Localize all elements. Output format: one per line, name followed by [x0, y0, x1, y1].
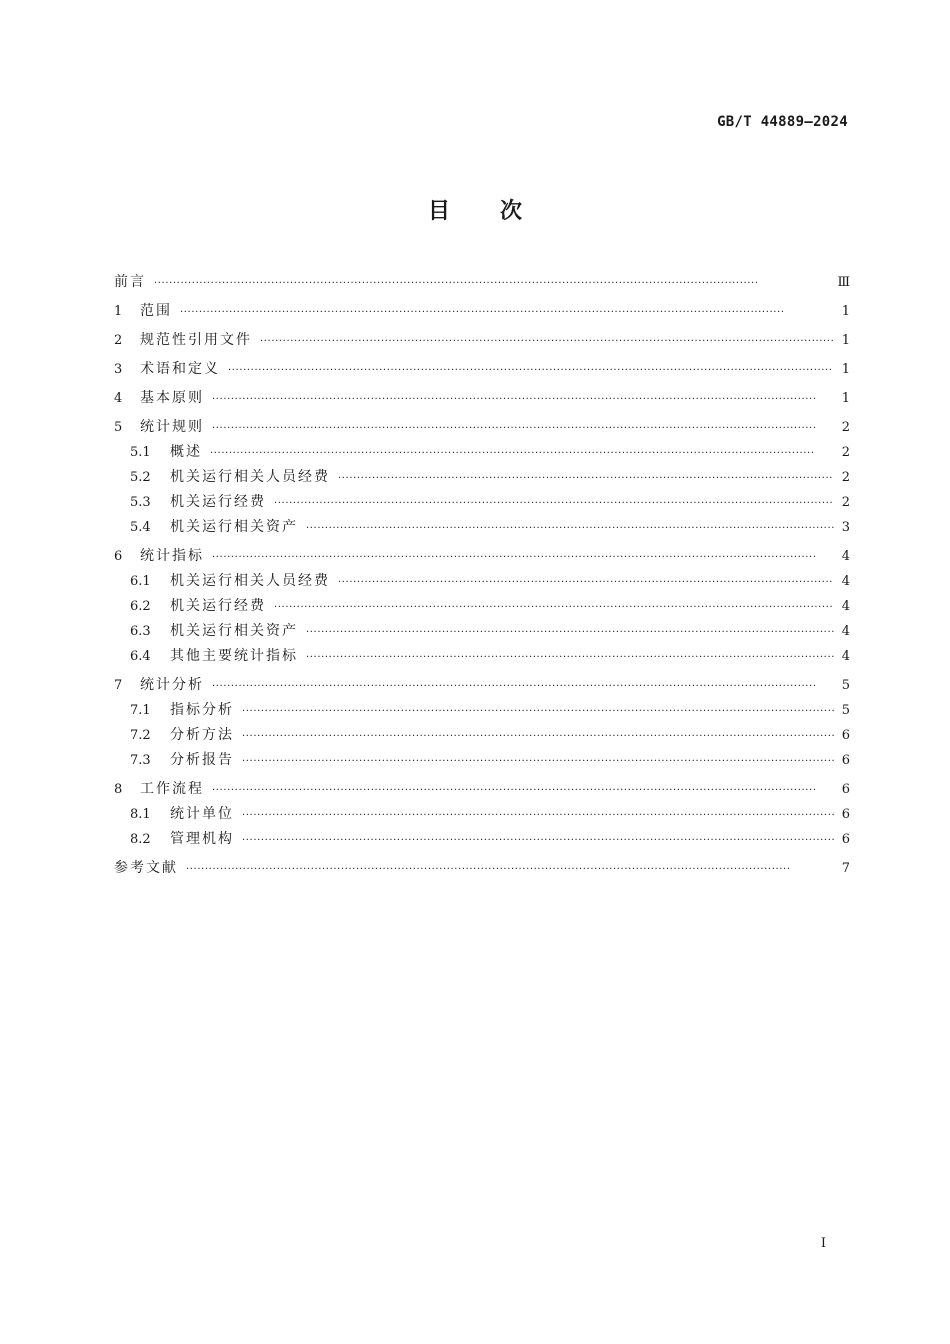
toc-entry-page: 2 [841, 420, 850, 435]
toc-entry-page: 6 [841, 782, 850, 797]
toc-entry-number: 4 [114, 391, 123, 406]
toc-entry[interactable] [114, 299, 850, 324]
toc-entry-page: 1 [841, 333, 850, 348]
toc-entry-label: 概述 [170, 444, 202, 460]
toc-dot-leader [186, 857, 834, 882]
toc-entry[interactable] [114, 328, 850, 353]
toc-entry-number: 6 [114, 549, 123, 564]
toc-entry-number: 5.1 [130, 445, 151, 460]
standard-code: GB/T 44889—2024 [717, 114, 848, 130]
toc-entry[interactable] [114, 619, 850, 644]
toc-entry-number: 6.3 [130, 624, 151, 639]
toc-entry[interactable] [114, 515, 850, 540]
toc-entry-page: 4 [841, 624, 850, 639]
toc-entry-number: 5.4 [130, 520, 151, 535]
toc-dot-leader [260, 329, 834, 354]
toc-entry-page: 3 [841, 520, 850, 535]
footer-page-number: Ⅰ [820, 1236, 826, 1251]
toc-entry[interactable] [114, 386, 850, 411]
toc-entry-page: Ⅲ [837, 275, 850, 290]
toc-dot-leader [154, 271, 831, 296]
toc-entry-number: 3 [114, 362, 123, 377]
toc-entry[interactable] [114, 644, 850, 669]
toc-entry[interactable] [114, 594, 850, 619]
toc-entry-label: 前言 [114, 274, 146, 290]
toc-entry-label: 指标分析 [170, 702, 234, 718]
toc-entry-number: 8 [114, 782, 123, 797]
toc-entry-number: 6.1 [130, 574, 151, 589]
page-title: 目次 [427, 199, 572, 224]
toc-entry-page: 4 [841, 599, 850, 614]
toc-entry-label: 机关运行相关资产 [170, 519, 298, 535]
toc-dot-leader [242, 828, 834, 853]
toc-entry-label: 机关运行经费 [170, 598, 266, 614]
toc-entry[interactable] [114, 270, 850, 295]
toc-entry[interactable] [114, 490, 850, 515]
toc-dot-leader [212, 545, 834, 570]
toc-entry-number: 7.3 [130, 753, 151, 768]
toc-entry-number: 6.2 [130, 599, 151, 614]
toc-dot-leader [212, 778, 834, 803]
toc-entry-page: 5 [841, 678, 850, 693]
toc-entry-label: 统计规则 [140, 419, 204, 435]
toc-entry-page: 6 [841, 753, 850, 768]
toc-entry-label: 其他主要统计指标 [170, 648, 298, 664]
toc-entry-page: 2 [841, 495, 850, 510]
toc-entry-number: 7.2 [130, 728, 151, 743]
toc-dot-leader [212, 416, 834, 441]
toc-entry-label: 管理机构 [170, 831, 234, 847]
toc-dot-leader [306, 620, 834, 645]
toc-entry-page: 6 [841, 728, 850, 743]
toc-entry-page: 5 [841, 703, 850, 718]
toc-entry-label: 工作流程 [140, 781, 204, 797]
toc-entry-number: 7 [114, 678, 123, 693]
toc-dot-leader [212, 387, 834, 412]
toc-entry[interactable] [114, 440, 850, 465]
toc-entry-page: 6 [841, 832, 850, 847]
toc-entry[interactable] [114, 856, 850, 881]
toc-entry[interactable] [114, 827, 850, 852]
toc-entry-label: 术语和定义 [140, 361, 220, 377]
toc-entry-number: 2 [114, 333, 123, 348]
toc-entry[interactable] [114, 748, 850, 773]
toc-dot-leader [212, 674, 834, 699]
toc-entry[interactable] [114, 569, 850, 594]
toc-entry-number: 8.2 [130, 832, 151, 847]
toc-entry-number: 8.1 [130, 807, 151, 822]
toc-entry-label: 基本原则 [140, 390, 204, 406]
toc-dot-leader [242, 699, 834, 724]
toc-entry-label: 分析方法 [170, 727, 234, 743]
toc-entry-page: 2 [841, 445, 850, 460]
toc-dot-leader [274, 491, 834, 516]
toc-entry-label: 规范性引用文件 [140, 332, 252, 348]
toc-entry-page: 1 [841, 304, 850, 319]
toc-entry-page: 2 [841, 470, 850, 485]
toc-entry-number: 5 [114, 420, 123, 435]
toc-entry-label: 机关运行相关人员经费 [170, 469, 330, 485]
toc-entry[interactable] [114, 415, 850, 440]
toc-entry[interactable] [114, 777, 850, 802]
toc-entry[interactable] [114, 698, 850, 723]
toc-entry-number: 1 [114, 304, 123, 319]
toc-entry-page: 1 [841, 391, 850, 406]
toc-entry-number: 6.4 [130, 649, 151, 664]
toc-entry-page: 4 [841, 649, 850, 664]
toc-dot-leader [306, 516, 834, 541]
toc-entry-label: 机关运行相关人员经费 [170, 573, 330, 589]
toc-entry[interactable] [114, 802, 850, 827]
toc-entry-number: 5.2 [130, 470, 151, 485]
toc-entry-page: 1 [841, 362, 850, 377]
toc-entry-label: 统计单位 [170, 806, 234, 822]
toc-entry[interactable] [114, 465, 850, 490]
toc-entry-label: 统计分析 [140, 677, 204, 693]
toc-dot-leader [228, 358, 834, 383]
toc-entry[interactable] [114, 357, 850, 382]
toc-dot-leader [242, 749, 834, 774]
toc-dot-leader [306, 645, 834, 670]
toc-entry[interactable] [114, 673, 850, 698]
toc-dot-leader [338, 466, 834, 491]
toc-entry-label: 范围 [140, 303, 172, 319]
toc-entry-number: 5.3 [130, 495, 151, 510]
toc-entry-label: 分析报告 [170, 752, 234, 768]
toc-entry-label: 统计指标 [140, 548, 204, 564]
toc-dot-leader [180, 300, 834, 325]
toc-dot-leader [274, 595, 834, 620]
toc-entry-page: 7 [841, 861, 850, 876]
toc-dot-leader [242, 724, 834, 749]
toc-entry[interactable] [114, 544, 850, 569]
toc-dot-leader [242, 803, 834, 828]
toc-entry-label: 参考文献 [114, 860, 178, 876]
toc-entry-page: 6 [841, 807, 850, 822]
table-of-contents [114, 270, 850, 881]
toc-dot-leader [338, 570, 834, 595]
toc-entry-label: 机关运行相关资产 [170, 623, 298, 639]
toc-entry[interactable] [114, 723, 850, 748]
toc-entry-label: 机关运行经费 [170, 494, 266, 510]
toc-dot-leader [210, 441, 834, 466]
toc-entry-page: 4 [841, 549, 850, 564]
toc-entry-number: 7.1 [130, 703, 151, 718]
toc-entry-page: 4 [841, 574, 850, 589]
